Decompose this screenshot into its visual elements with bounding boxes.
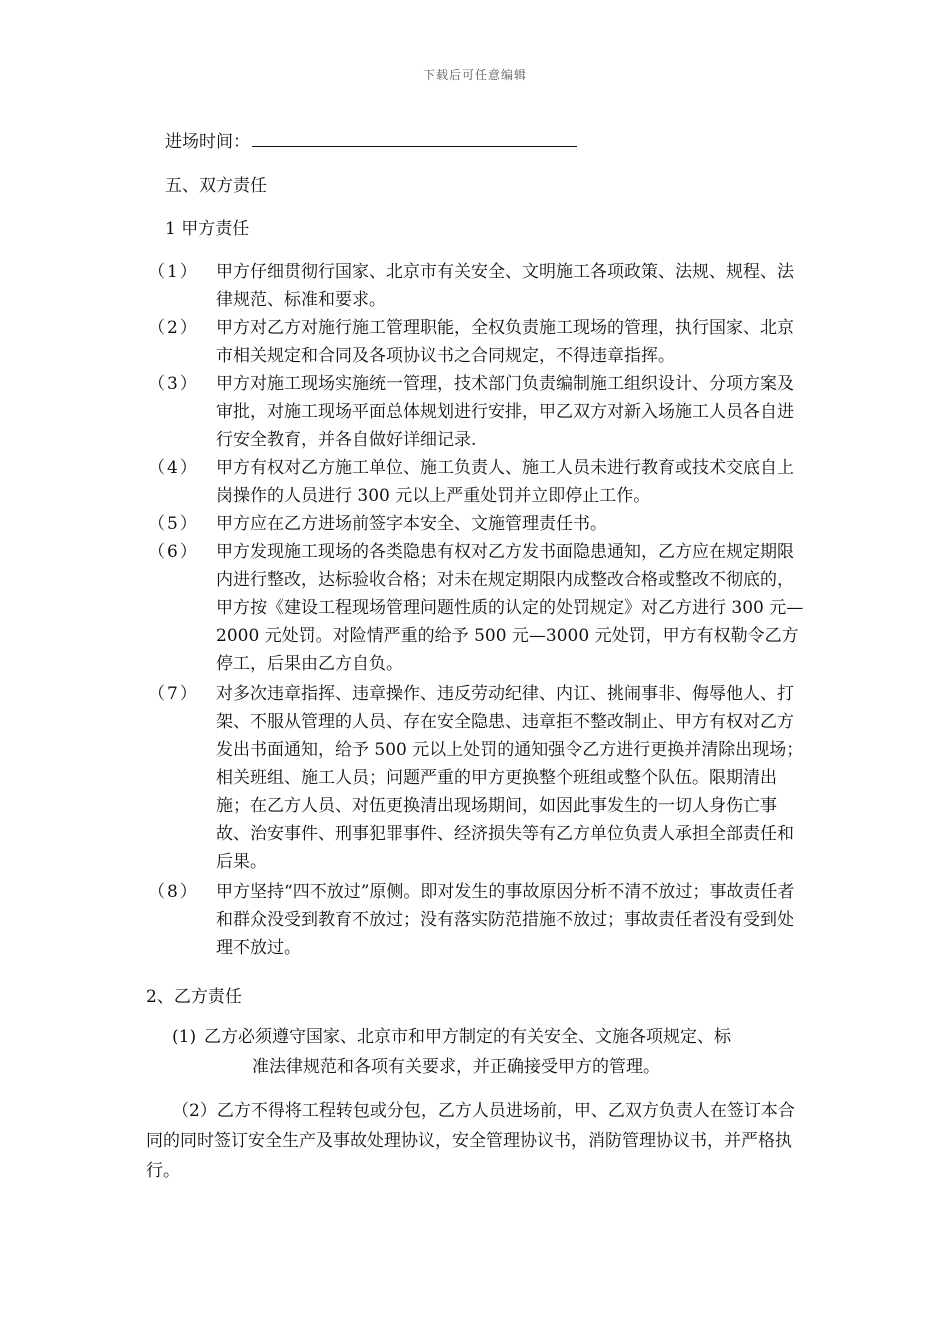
item-number: （7）	[148, 684, 199, 704]
party-a-item-5	[148, 510, 808, 538]
entry-time-blank	[252, 130, 577, 147]
item-number: （2）	[148, 318, 199, 338]
item-text: 甲方应在乙方进场前签字本安全、文施管理责任书。	[216, 514, 607, 534]
party-a-item-2	[148, 314, 808, 370]
item-text: 乙方必须遵守国家、北京市和甲方制定的有关安全、文施各项规定、标	[204, 1027, 731, 1047]
party-a-item-7	[148, 680, 808, 876]
party-a-item-3	[148, 370, 808, 454]
party-b-title: 2、乙方责任	[146, 987, 242, 1007]
entry-time-line	[165, 127, 577, 152]
entry-time-label: 进场时间：	[165, 132, 250, 152]
item-number: （6）	[148, 542, 199, 562]
item-text: 甲方发现施工现场的各类隐患有权对乙方发书面隐患通知，乙方应在规定期限内进行整改，达标验收合格；对未在规定期限内成整改合格或整改不彻底的，甲方按《建设工程现场管理问题性质的认定的处罚规定》对乙方进行 300 元—2000 元处罚。对险情严重的给予 500 元—3000 元处罚，甲方有权勒令乙方停工，后果由乙方自负。	[216, 542, 804, 674]
party-b-item-2: （2）乙方不得将工程转包或分包，乙方人员进场前，甲、乙双方负责人在签订本合同的同时签订安全生产及事故处理协议，安全管理协议书，消防管理协议书，并严格执行。	[146, 1101, 795, 1181]
party-a-item-8	[148, 878, 808, 962]
item-text: 甲方坚持“四不放过”原侧。即对发生的事故原因分析不清不放过；事故责任者和群众没受到教育不放过；没有落实防范措施不放过；事故责任者没有受到处理不放过。	[216, 882, 795, 958]
party-a-item-1	[148, 258, 808, 314]
item-number: （3）	[148, 374, 199, 394]
party-b-item-1-line-2: 准法律规范和各项有关要求，并正确接受甲方的管理。	[252, 1057, 660, 1077]
item-number: （8）	[148, 882, 199, 902]
party-a-title: 1 甲方责任	[165, 219, 250, 239]
party-b-item-1-line-1	[172, 1022, 731, 1052]
item-text: 甲方对施工现场实施统一管理，技术部门负责编制施工组织设计、分项方案及审批，对施工现场平面总体规划进行安排，甲乙双方对新入场施工人员各自进行安全教育，并各自做好详细记录.	[216, 374, 794, 450]
item-number: （5）	[148, 514, 199, 534]
item-number: （4）	[148, 458, 199, 478]
item-text: 甲方有权对乙方施工单位、施工负责人、施工人员未进行教育或技术交底自上岗操作的人员进行 300 元以上严重处罚并立即停止工作。	[216, 458, 794, 506]
page-header-note: 下载后可任意编辑	[422, 68, 527, 82]
item-number: (1)	[172, 1027, 197, 1047]
item-number: （1）	[148, 262, 199, 282]
section-title: 五、双方责任	[165, 176, 267, 196]
item-text: 对多次违章指挥、违章操作、违反劳动纪律、内讧、挑闹事非、侮辱他人、打架、不服从管理的人员、存在安全隐患、违章拒不整改制止、甲方有权对乙方发出书面通知，给予 500 元以上处罚的通知强令乙方进行更换并清除出现场；相关班组、施工人员；问题严重的甲方更换整个班组或整个队伍。限期清出施；在乙方人员、对伍更换清出现场期间，如因此事发生的一切人身伤亡事故、治安事件、刑事犯罪事件、经济损失等有乙方单位负责人承担全部责任和后果。	[216, 684, 804, 872]
party-a-item-6	[148, 538, 808, 678]
item-text: 甲方仔细贯彻行国家、北京市有关安全、文明施工各项政策、法规、规程、法律规范、标准和要求。	[216, 262, 794, 310]
party-a-item-4	[148, 454, 808, 510]
item-text: 甲方对乙方对施行施工管理职能，全权负责施工现场的管理，执行国家、北京市相关规定和合同及各项协议书之合同规定，不得违章指挥。	[216, 318, 794, 366]
